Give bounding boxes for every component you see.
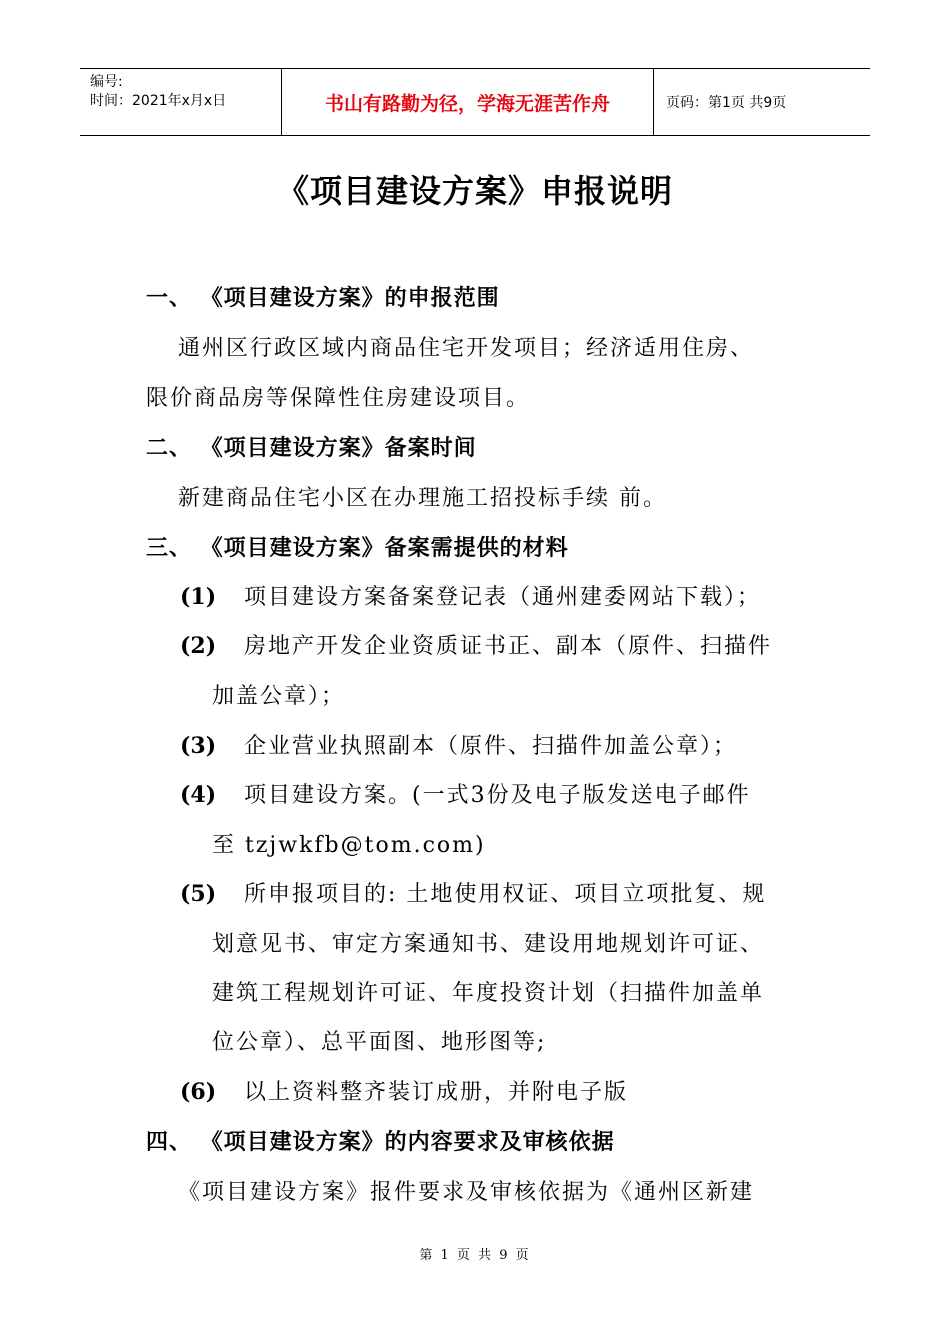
page-footer: 第 1 页 共 9 页 <box>419 1248 531 1263</box>
document-title: 《项目建设方案》申报说明 <box>276 172 673 210</box>
section-1-paragraph-line-1: 通州区行政区域内商品住宅开发项目；经济适用住房、 <box>178 336 755 361</box>
list-item-continuation: 建筑工程规划许可证、年度投资计划（扫描件加盖单 <box>212 981 765 1006</box>
list-item-continuation: 至 tzjwkfb@tom.com) <box>212 833 486 858</box>
list-item <box>180 580 761 611</box>
list-item <box>180 1075 628 1106</box>
list-item-continuation: 位公章）、总平面图、地形图等; <box>212 1030 547 1055</box>
section-4-paragraph: 《项目建设方案》报件要求及审核依据为《通州区新建 <box>178 1180 755 1205</box>
header-time-label: 时间：2021年x月x日 <box>90 93 227 109</box>
list-item <box>180 778 751 809</box>
list-item <box>180 629 772 660</box>
header-number-label: 编号: <box>90 74 123 90</box>
section-heading-4: 四、 《项目建设方案》的内容要求及审核依据 <box>146 1129 615 1155</box>
list-item <box>180 729 737 760</box>
section-heading-2: 二、 《项目建设方案》备案时间 <box>146 435 477 461</box>
list-item-number: (2) <box>180 633 217 659</box>
header-meta-cell <box>80 69 282 135</box>
list-item-text: 房地产开发企业资质证书正、副本（原件、扫描件 <box>244 634 773 659</box>
list-item-number: (3) <box>180 733 217 759</box>
list-item-continuation: 加盖公章）； <box>212 684 346 709</box>
header-motto: 书山有路勤为径，学海无涯苦作舟 <box>282 69 654 135</box>
list-item-number: (4) <box>180 782 217 808</box>
header-page-info: 页码：第1页 共9页 <box>666 95 787 111</box>
list-item-text: 企业营业执照副本（原件、扫描件加盖公章）； <box>244 734 738 759</box>
section-heading-3: 三、 《项目建设方案》备案需提供的材料 <box>146 535 569 561</box>
list-item-continuation: 划意见书、审定方案通知书、建设用地规划许可证、 <box>212 932 765 957</box>
page-header <box>80 68 870 136</box>
list-item-number: (5) <box>180 881 217 907</box>
section-2-paragraph: 新建商品住宅小区在办理施工招投标手续 前。 <box>178 486 667 511</box>
section-1-paragraph-line-2: 限价商品房等保障性住房建设项目。 <box>146 386 531 411</box>
list-item-number: (6) <box>180 1079 217 1105</box>
list-item-text: 项目建设方案备案登记表（通州建委网站下载）； <box>244 585 762 610</box>
section-heading-1: 一、 《项目建设方案》的申报范围 <box>146 285 500 311</box>
list-item-text: 以上资料整齐装订成册，并附电子版 <box>244 1080 629 1105</box>
list-item-number: (1) <box>180 584 217 610</box>
list-item <box>180 877 766 908</box>
list-item-text: 项目建设方案。(一式3份及电子版发送电子邮件 <box>244 783 751 808</box>
list-item-text: 所申报项目的: 土地使用权证、项目立项批复、规 <box>244 882 767 907</box>
